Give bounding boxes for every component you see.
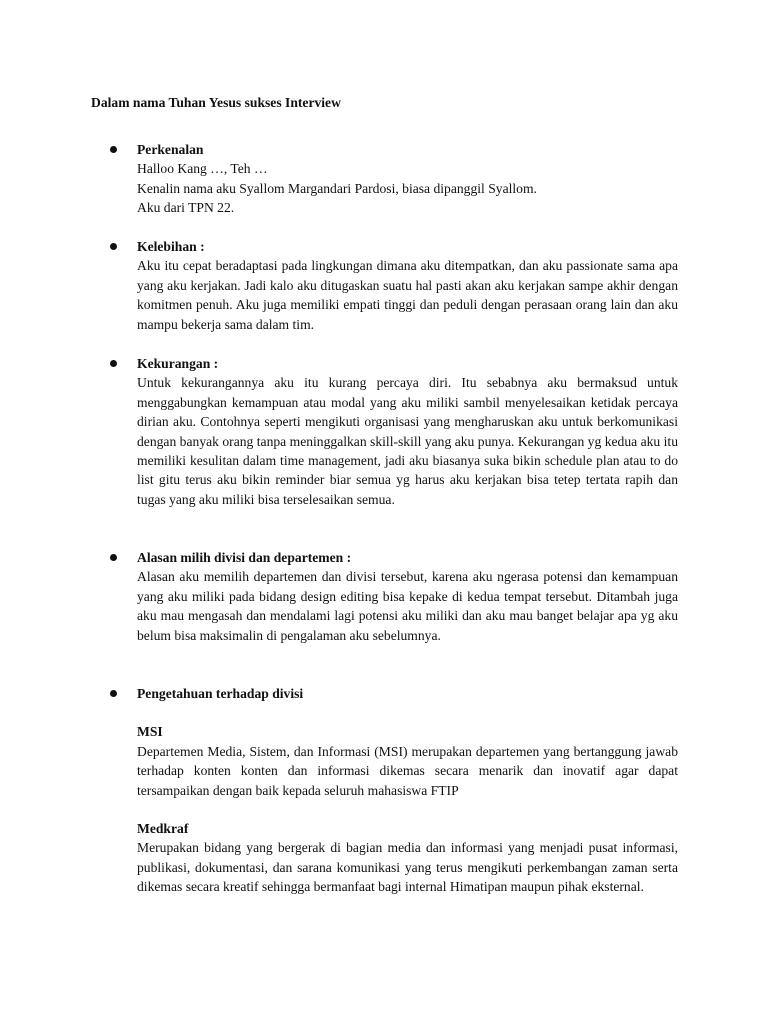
msi-paragraph: Departemen Media, Sistem, dan Informasi (MSI) merupakan departemen yang bertanggung jawab terhadap konten konten dan informasi dikemas secara menarik dan inovatif agar dapat tersampaikan dengan baik kepada seluruh mahasiswa FTIP xyxy=(137,743,678,798)
section-content xyxy=(137,354,678,509)
bullet-icon xyxy=(110,243,117,250)
greeting-line: Halloo Kang …, Teh … xyxy=(137,161,268,177)
section-heading: Kekurangan : xyxy=(137,356,219,371)
section-heading: Perkenalan xyxy=(137,142,204,157)
medkraf-paragraph: Merupakan bidang yang bergerak di bagian media dan informasi yang menjadi pusat informasi, publikasi, dokumentasi, dan sarana komunikasi yang terus mengikuti perkembangan zaman serta dikemas secara kreatif sehingga bermanfaat bagi internal Himatipan maupun pihak eksternal. xyxy=(137,840,678,895)
bullet-icon xyxy=(110,360,117,367)
section-content xyxy=(137,140,678,218)
msi-subheading: MSI xyxy=(137,724,163,740)
spacer xyxy=(137,703,678,722)
spacer xyxy=(137,800,678,819)
section-paragraph: Untuk kekurangannya aku itu kurang percaya diri. Itu sebabnya aku bermaksud untuk menggabungkan kemampuan atau modal yang aku miliki sambil menyelesaikan ketidak percaya dirian aku. Contohnya seperti mengikuti organisasi yang mengharuskan aku untuk berkomunikasi dengan banyak orang tanpa meninggalkan skill-skill yang aku punya. Kekurangan yg kedua aku itu memiliki kesulitan dalam time management, jadi aku biasanya suka bikin schedule plan atau to do list gitu terus aku bikin reminder biar semua yg harus aku kerjakan bisa tetep tertata rapih dan tugas yang aku miliki bisa terselesaikan semua. xyxy=(137,375,678,507)
section-heading: Kelebihan : xyxy=(137,239,205,254)
section-content xyxy=(137,684,678,897)
name-line: Kenalin nama aku Syallom Margandari Pardosi, biasa dipanggil Syallom. xyxy=(137,180,537,196)
bullet-icon xyxy=(110,690,117,697)
section-heading: Alasan milih divisi dan departemen : xyxy=(137,550,352,565)
section-paragraph: Alasan aku memilih departemen dan divisi tersebut, karena aku ngerasa potensi dan kemampuan yang aku miliki pada bidang design editing bisa kepake di kedua tempat tersebut. Ditambah juga aku mau mengasah dan mendalami lagi potensi aku miliki dan aku mau banget belajar apa yg aku belum bisa maksimalin di pengalaman aku sebelumnya. xyxy=(137,569,678,643)
section-paragraph: Aku itu cepat beradaptasi pada lingkungan dimana aku ditempatkan, dan aku passionate sama apa yang aku kerjakan. Jadi kalo aku ditugaskan suatu hal pasti akan aku kerjakan sampe akhir dengan komitmen penuh. Aku juga memiliki empati tinggi dan peduli dengan perasaan orang lain dan aku mampu bekerja sama dalam tim. xyxy=(137,258,678,332)
section-content xyxy=(137,237,678,334)
bullet-icon xyxy=(110,554,117,561)
bullet-icon xyxy=(110,146,117,153)
section-heading: Pengetahuan terhadap divisi xyxy=(137,686,304,701)
document-title: Dalam nama Tuhan Yesus sukses Interview xyxy=(91,95,341,110)
origin-line: Aku dari TPN 22. xyxy=(137,200,235,216)
medkraf-subheading: Medkraf xyxy=(137,821,189,837)
section-content xyxy=(137,548,678,645)
